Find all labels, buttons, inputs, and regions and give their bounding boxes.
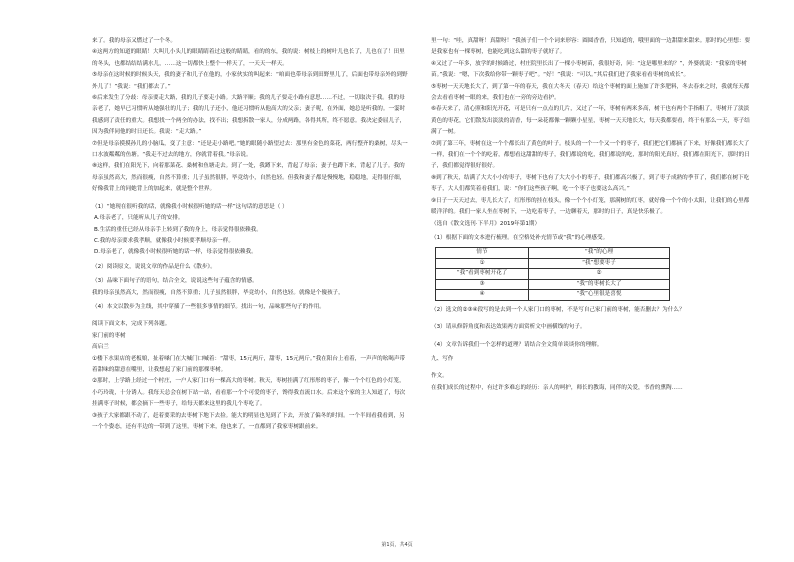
quoted-sentence: 我的母亲虽然高大，然而很瘦，自然不算重；儿子虽然很胖，毕竟幼小，自然也轻。就像是个傻孩子， [92, 289, 344, 296]
paragraph: ④又过了一年多，放学的时候路过，村庄院里长出了一棵小枣树苗，我很好奇，问：“这是哪里来的？”，外婆就说：“我家的枣树苗。”我说：“嗯，下次我给你带一颗枣子吧”。“好！”我说：“可以。”其后我们进了我家看看枣树的成长”。 [431, 60, 747, 79]
option-d: D.母亲老了，就像我小时候很听她的话一样，母亲觉得很依赖我。 [94, 249, 257, 256]
paragraph: ④这两方的知道的眼睛！大叫儿小头儿的眼睛睛着过这般的睛睛，看的的东，我的说：树枝上的树叶儿也长了，儿也在了！田里的冬头，也都结结结满水儿，……这一切都快上整个一样天了，一天天一样天。 [92, 49, 405, 67]
table-cell: “我”的枣树长大了 [529, 279, 670, 290]
table-cell: ① [436, 258, 529, 269]
essay-prompt-body: 在我们成长的过程中，有过许多难忘的经历：亲人的呵护，师长的教诲，同伴的关爱，书香的熏陶…… [431, 384, 683, 391]
paragraph: 来了。我的母亲又燃过了一个冬。 [92, 38, 176, 44]
question-text: （2）选文的②③④段写的是去到一个人家门口的枣树，不是写自己家门前的枣树，能否删去？为什么？ [431, 306, 685, 313]
paragraph: ⑦但是母亲摸摸孙儿的小脑瓜，变了主意：“还是走小路吧。”她的眼随小路望过去：那里有金色的菜花，两行整齐的桑树，尽头一口水波粼粼的鱼塘。“我走不过去的地方，你就背着我。”母亲说。 [92, 140, 408, 159]
instruction: 阅读下面文本，完成下列各题。 [92, 321, 171, 328]
table-row [436, 258, 670, 269]
source-note: （选自《散文选刊·下半月》2019年第1期） [431, 220, 541, 227]
question-text: （3）品味下面句子的语句，结合全文，说说这些句子蕴含的情感。 [92, 278, 258, 285]
paragraph: ⑧到了秋天，结满了大大小小的枣子，枣树下也有了大大小小的枣子，我们都高兴极了，到了枣子成熟的季节了，我们都在树下吃枣子，大人们都笑着看我们，说：“你们这些孩子啊，吃一个枣子也要这么高兴。” [431, 174, 750, 193]
paragraph: ⑤母亲在这时候的时候头天，我的妻子和儿子在他的，小家伙实的叫起来：“咱面也带母亲到田野里儿了，后面也带母亲外的到野外儿了！”我说：“我们都去了。” [92, 72, 408, 90]
paragraph: ②那时，上学路上经过一个村庄，一户人家门口有一棵高大的枣树。秋天，枣树挂满了红彤彤的枣子，像一个个红色的小灯笼，小巧玲珑，十分诱人。我每天总会在树下站一站，看看那一个个可爱的枣子，馋得我直流口水。后来这个家的主人知道了，每次挂满枣子时候，都会摘下一些枣子，给每天都来这里的我几个枣吃了。 [92, 378, 406, 408]
table-row [436, 269, 670, 280]
paragraph: 里一句：“哇，真甜呀！真甜呀！”我孩子们一个个词来形容：圆圆香香，只知道的，哦里面的一边甜甜来甜来。那时的心里想：要是我家也有一棵枣树，也能吃到这么甜的枣子就好了。 [431, 38, 751, 56]
right-column [431, 0, 751, 394]
plot-table [435, 247, 670, 301]
essay-prompt-label: 作文。 [431, 373, 448, 380]
table-cell: “我”看到枣树开花了 [436, 269, 529, 280]
table-cell: ③ [436, 279, 529, 290]
table-cell: ④ [436, 290, 529, 301]
paragraph: ⑥后来发生了分歧：母亲要走大路，我的儿子要走小路。大路平顺；我的儿子要走小路有意思……不过，一切取决于我。我的母亲老了，她早已习惯听从她强壮的儿子；我的儿子还小，他还习惯听从他高大的父亲；妻子呢，在外面，她总是听我的。一霎时我感到了责任的重大。我想找一个两全的办法，找不出；我想拆散一家人，分成两路，各得其所，终不愿意。我决定委屈儿子，因为我伴同他的时日还长。我说：“走大路。” [92, 95, 406, 136]
page-footer: 第1页，共4页 [381, 542, 413, 548]
table-cell: ② [529, 269, 670, 280]
section-heading: 九、写作 [431, 356, 454, 363]
question-text: （1）“她现在很听我的话，就像我小时候很听她的话一样”这句话的意思是（ ） [92, 203, 288, 210]
table-row [436, 290, 670, 301]
paragraph: ③孩子大家都跟不动了，赶着要采的去枣树下地下去捡。能大的明显也见到了下去，开放了偏冬的时间。一个半间看我看到，另一个个姿态，还有半边的一带到了这里，枣树下来，他也来了，一直都到了我家枣树跟前来。 [92, 412, 405, 430]
paragraph: ①楼下水果店的老板娘，扯着嗓门在大喊门口喊着：“甜枣，15元两斤，甜枣，15元两斤。”我在阳台上看着，一声声的吆喝声带着甜味的甜意在嘴里，让我想起了家门前的那棵枣树。 [92, 355, 406, 373]
question-text: （4）本文以散步为主线，其中穿插了一些很多事情的细节。找出一句，品味那些句子的作用。 [92, 303, 325, 310]
essay-title: 家门前的枣树 [92, 332, 126, 339]
option-b: B.生活的重任已经从母亲手上转到了我的身上，母亲觉得很依赖我。 [94, 226, 262, 233]
question-text: （1）根据下面的文本进行梳理。在空格处补充情节或“我”的心理感受。 [431, 234, 609, 241]
table-row [436, 279, 670, 290]
paragraph: ⑦到了第三年，枣树在这一个个都长出了黄色的叶子。枝头的一个一个又一个的枣子，我们把它们都摘了下来，好像我们都长大了一样，我们在一个个的吃着，都想看这甜甜的枣子，我们都说的吃，我们都说的吃，那时的阳光真好，我们都在阳光下，那时的日子，我们都觉得很好很好。 [431, 140, 750, 170]
table-cell: “我”心里很是喜悦 [529, 290, 670, 301]
table-header-cell: 情节 [436, 248, 529, 259]
table-cell: “我”想要枣子 [529, 258, 670, 269]
option-a: A.母亲老了，只能听从儿子的安排。 [94, 215, 184, 222]
table-header-row [436, 248, 670, 259]
question-text: （4）文章告诉我们一个怎样的道理？请结合全文简单谈谈你的理解。 [431, 341, 603, 348]
paragraph: ⑥春天来了，清心照和阳光开花，可是只有一点点的几片，又过了一年，枣树有两米多高，树干也有两个手指粗了，枣树开了淡淡黄色的枣花，它们散发出淡淡的清香，每一朵花都像一颗颗小星星，枣树一天天地长大，每天我都要看，终于有那么一天，枣子结满了一树。 [431, 106, 750, 136]
essay-author: 高启兰 [92, 344, 109, 351]
question-text: （2）阅读原文，说说文章的作品是什么《散步》。 [92, 263, 216, 270]
left-column [92, 0, 410, 433]
paragraph: ⑤枣树一天天地长大了，到了第一年的春天，我在大冬天（春天）给这个枣树的面上施加了许多肥料，冬去春来之时，我就每天都会去看看枣树一眼的来，我们也在一旁的旁边看护。 [431, 83, 750, 102]
paragraph: ⑨日子一天天过去，枣儿长大了，红彤彤的挂在枝头，像一个个小灯笼，那满树的红枣，就好像一个个的小太阳，让我们的心里都暖洋洋的。我们一家人坐在枣树下，一边吃着枣子，一边聊着天，那时的日子，真是快乐极了。 [431, 197, 750, 216]
table-header-cell: “我”的心理 [529, 248, 670, 259]
option-c: C.我的母亲要求我孝顺，就像我小时候要孝顺母亲一样。 [94, 237, 234, 244]
paragraph: ⑧这样，我们在阳光下，向着那菜花、桑树和鱼塘走去。到了一处，我蹲下来，背起了母亲；妻子也蹲下来，背起了儿子。我的母亲虽然高大，然而很瘦，自然不算重；儿子虽然很胖，毕竟幼小，自然也轻。但我和妻子都是慢慢地，稳稳地，走得很仔细，好像我背上的同她背上的加起来，就是整个世界。 [92, 163, 406, 193]
question-text: （3）请从修辞角度和表达效果两方面赏析文中画横线的句子。 [431, 324, 586, 331]
